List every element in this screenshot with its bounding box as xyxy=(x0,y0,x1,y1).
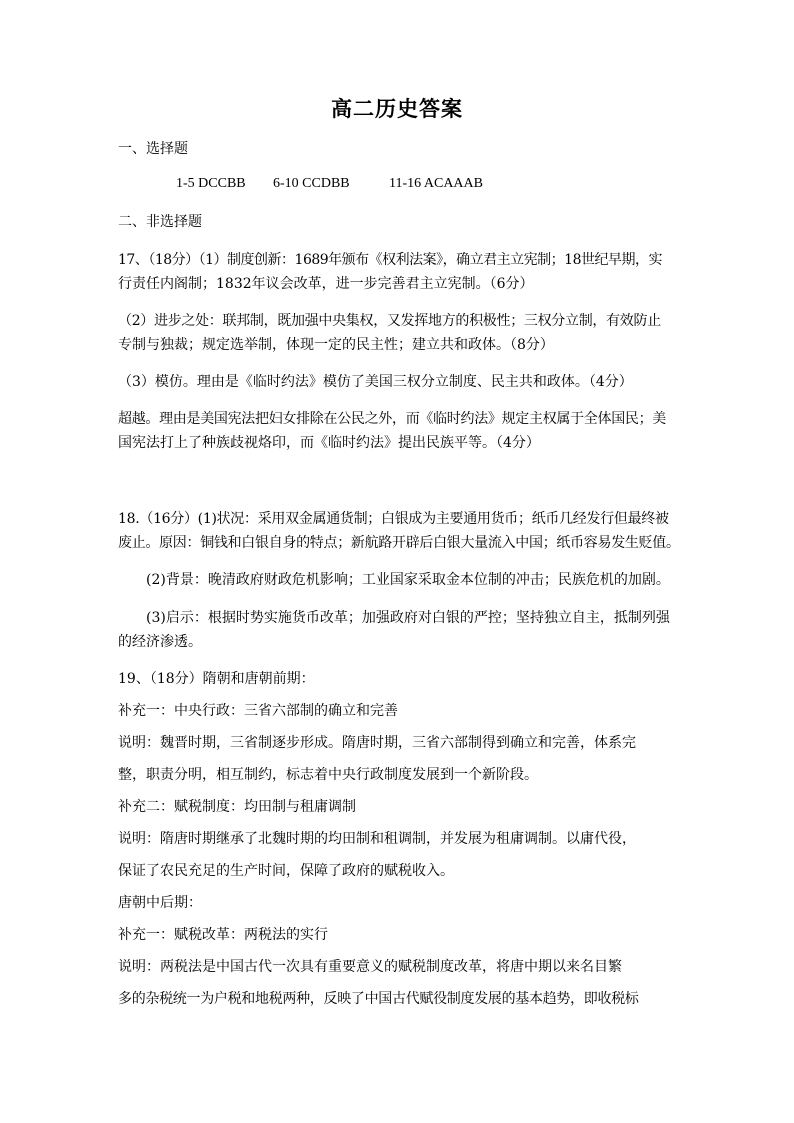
section-heading-choice: 一、选择题 xyxy=(118,141,188,157)
q18-line: 废止。原因：铜钱和白银自身的特点；新航路开辟后白银大量流入中国；纸币容易发生贬值。 xyxy=(118,535,680,551)
q19-line: 说明：魏晋时期，三省制逐步形成。隋唐时期，三省六部制得到确立和完善，体系完 xyxy=(118,735,636,751)
q17-line: 行责任内阁制；1832年议会改革，进一步完善君主立宪制。（6分） xyxy=(118,276,534,292)
q18-line: 的经济渗透。 xyxy=(118,634,202,650)
q19-line: 19、（18分）隋朝和唐朝前期： xyxy=(118,671,315,687)
q19-line: 整，职责分明，相互制约，标志着中央行政制度发展到一个新阶段。 xyxy=(118,767,538,783)
answer-group-2: 6-10 CCDBB xyxy=(273,176,350,191)
q17-line: （2）进步之处：联邦制，既加强中央集权，又发挥地方的积极性；三权分立制，有效防止 xyxy=(118,313,661,329)
q18-line: (3)启示：根据时势实施货币改革；加强政府对白银的严控；坚持独立自主，抵制列强 xyxy=(146,610,670,626)
q19-line: 保证了农民充足的生产时间，保障了政府的赋税收入。 xyxy=(118,863,454,879)
q19-line: 多的杂税统一为户税和地税两种，反映了中国古代赋役制度发展的基本趋势，即收税标 xyxy=(118,991,639,1007)
q18-line: 18.（16分）(1)状况：采用双金属通货制；白银成为主要通用货币；纸币几经发行但最终被 xyxy=(118,511,669,527)
section-heading-nonchoice: 二、非选择题 xyxy=(118,214,202,230)
q17-line: 17、（18分）（1）制度创新：1689年颁布《权利法案》，确立君主立宪制；18世纪早期，实 xyxy=(118,252,662,268)
q18-line: (2)背景：晚清政府财政危机影响；工业国家采取金本位制的冲击；民族危机的加剧。 xyxy=(146,572,670,588)
q17-line: 超越。理由是美国宪法把妇女排除在公民之外，而《临时约法》规定主权属于全体国民；美 xyxy=(118,411,666,427)
answer-group-3: 11-16 ACAAAB xyxy=(389,176,483,191)
q19-line: 补充一：赋税改革：两税法的实行 xyxy=(118,927,328,943)
q19-line: 补充一：中央行政：三省六部制的确立和完善 xyxy=(118,703,398,719)
q19-line: 说明：两税法是中国古代一次具有重要意义的赋税制度改革，将唐中期以来名目繁 xyxy=(118,959,622,975)
q17-line: 专制与独裁；规定选举制，体现一定的民主性；建立共和政体。（8分） xyxy=(118,337,554,353)
q19-line: 唐朝中后期： xyxy=(118,895,202,911)
q19-line: 说明：隋唐时期继承了北魏时期的均田制和租调制，并发展为租庸调制。以庸代役， xyxy=(118,831,636,847)
q17-line: 国宪法打上了种族歧视烙印，而《临时约法》提出民族平等。（4分） xyxy=(118,435,540,451)
q19-line: 补充二：赋税制度：均田制与租庸调制 xyxy=(118,799,356,815)
page-title: 高二历史答案 xyxy=(331,96,463,121)
answer-group-1: 1-5 DCCBB xyxy=(176,176,246,191)
q17-line: （3）模仿。理由是《临时约法》模仿了美国三权分立制度、民主共和政体。（4分） xyxy=(118,374,633,390)
